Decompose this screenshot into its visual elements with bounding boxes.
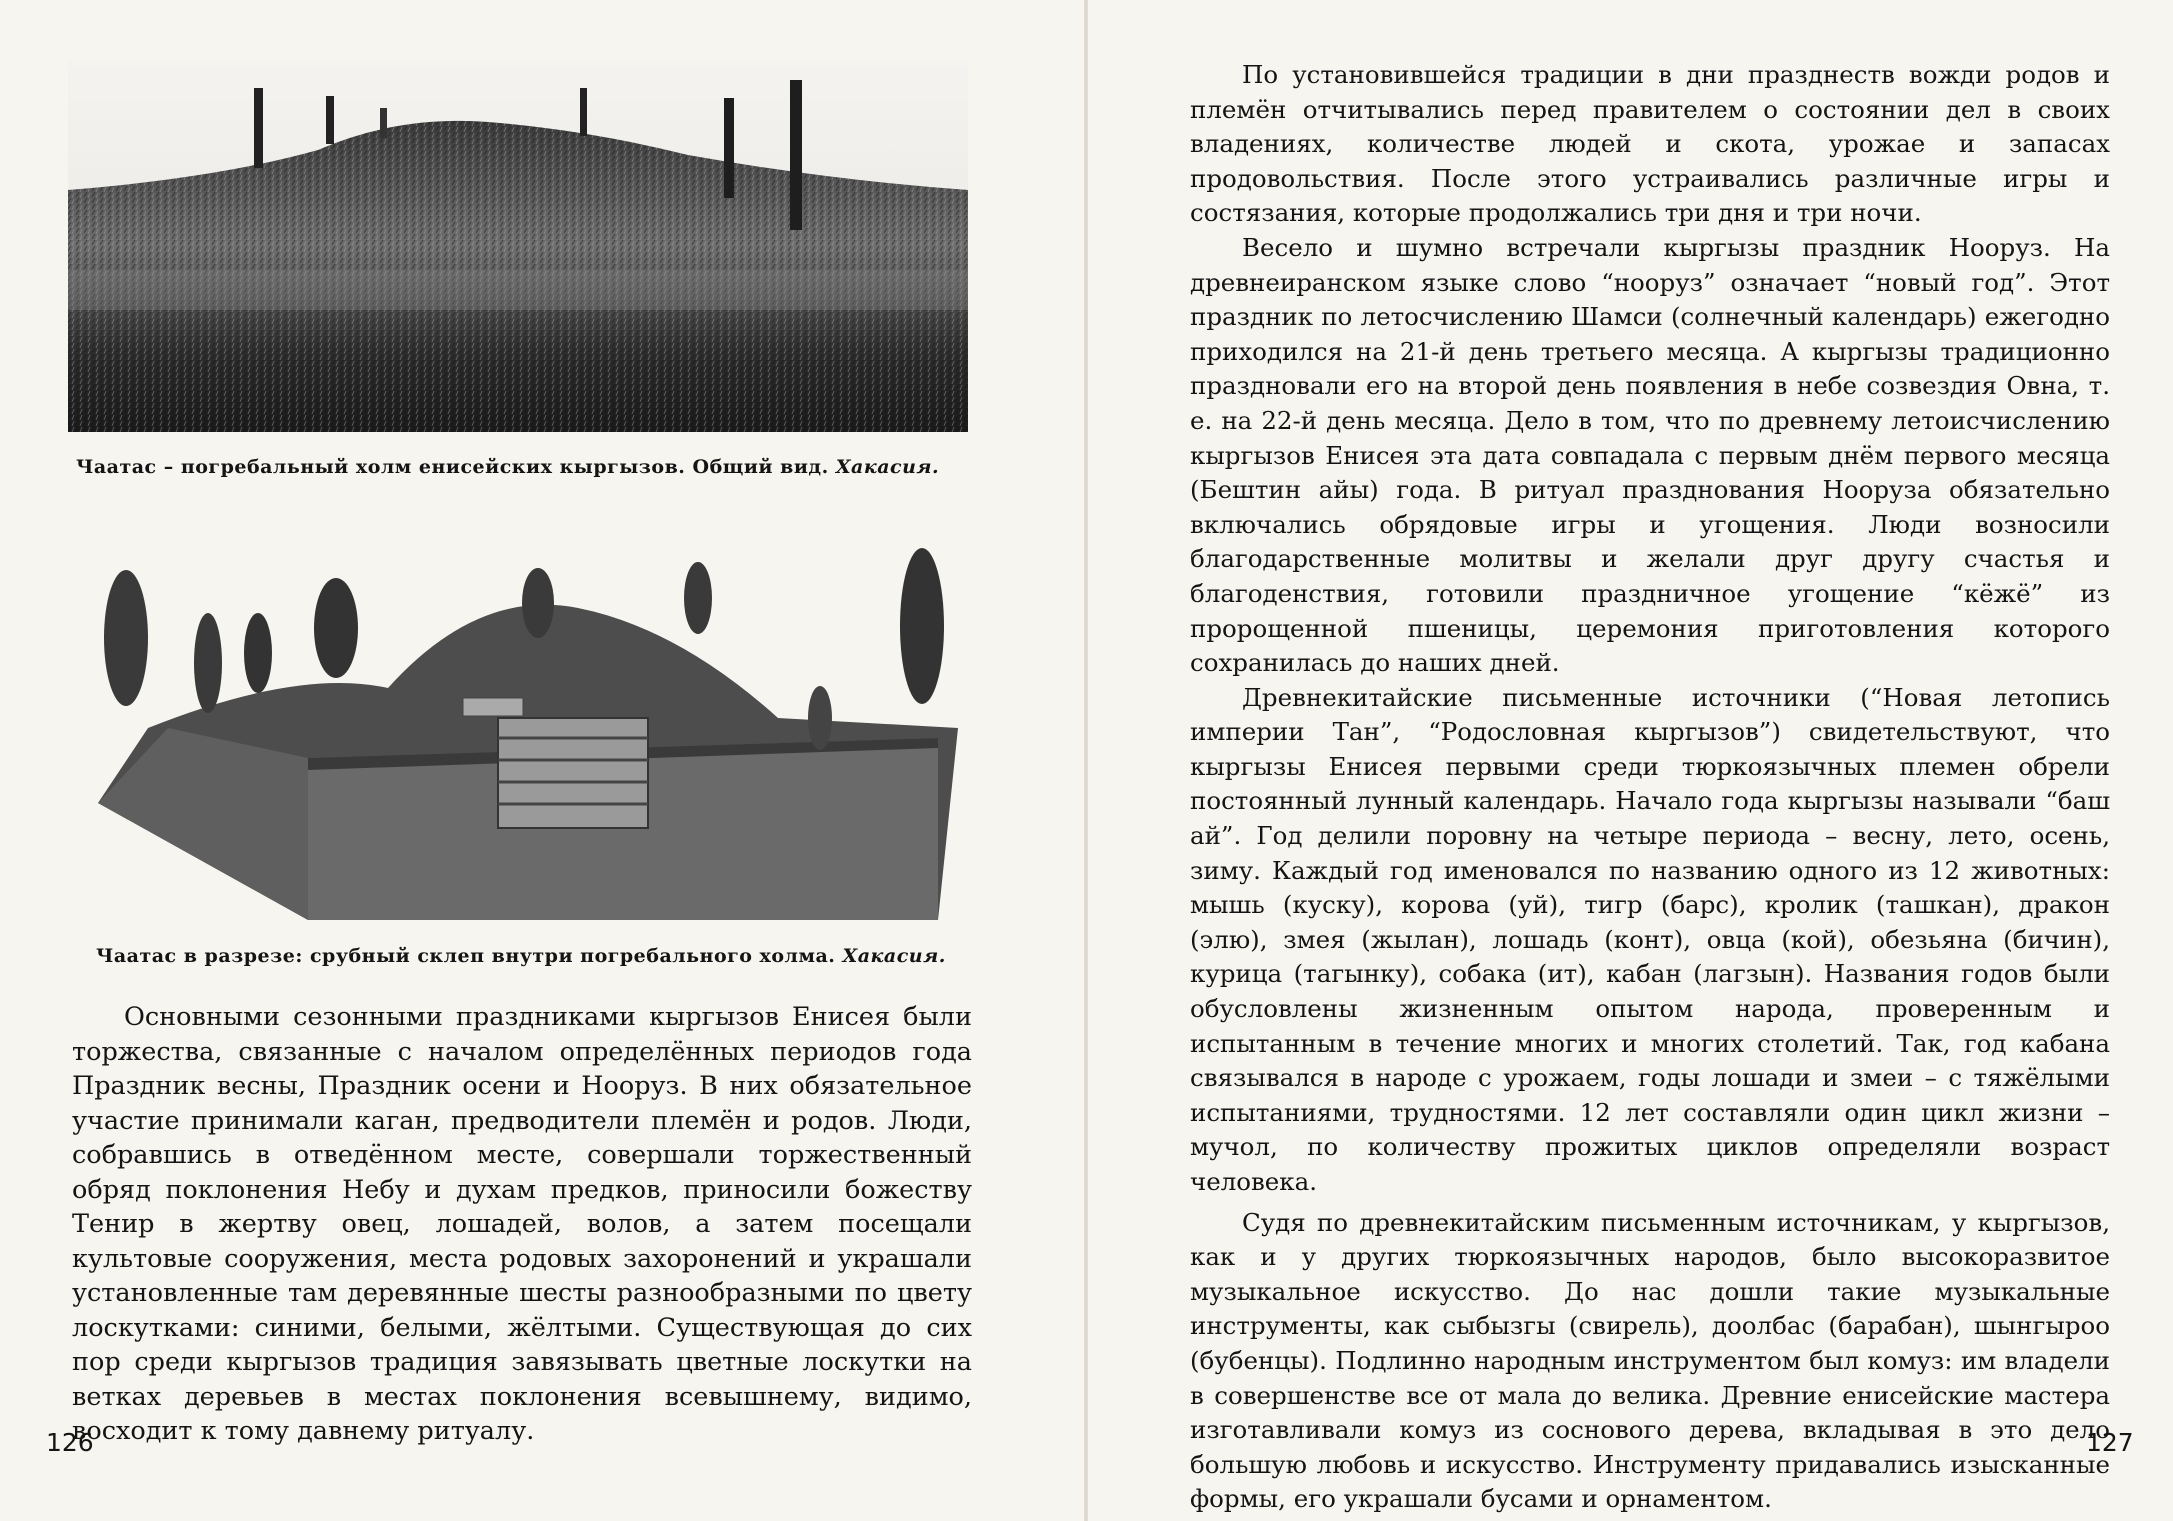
right-paragraph-1: По установившейся традиции в дни празднеств вожди родов и племён отчитывались перед правителем о состоянии дел в своих владениях, количестве людей и скота, урожае и запасах продовольствия. После этого устраивались различные игры и состязания, которые продолжались три дня и три ночи. <box>1190 60 2110 228</box>
right-body-text <box>1190 58 2110 1517</box>
right-page <box>1086 0 2173 1521</box>
mound-photo <box>68 60 968 432</box>
page-number-right: 127 <box>2086 1428 2134 1457</box>
photo1-caption: Чаатас – погребальный холм енисейских кыргызов. Общий вид. Хакасия. <box>76 456 940 478</box>
photo2-caption: Чаатас в разрезе: срубный склеп внутри погребального холма. Хакасия. <box>96 945 946 967</box>
right-paragraph-2: Весело и шумно встречали кыргызы праздник Нооруз. На древнеиранском языке слово “нооруз” означает “новый год”. Этот праздник по летосчислению Шамси (солнечный календарь) ежегодно приходился на 21-й день третьего месяца. А кыргызы традиционно праздновали его на второй день появления в небе созвездия Овна, т. е. на 22-й день месяца. Дело в том, что по древнему летоисчислению кыргызов Енисея эта дата совпадала с первым днём первого месяца (Бештин айы) года. В ритуал празднования Нооруза обязательно включались обрядовые игры и угощения. Люди возносили благодарственные молитвы и желали друг другу счастья и благоденствия, готовили праздничное угощение “кёжё” из пророщенной пшеницы, церемония приготовления которого сохранилась до наших дней. <box>1190 232 2110 678</box>
left-page <box>0 0 1086 1521</box>
page-number-left: 126 <box>46 1428 94 1457</box>
right-paragraph-3: Древнекитайские письменные источники (“Новая летопись империи Тан”, “Родословная кыргызов”) свидетельствуют, что кыргызы Енисея первыми среди тюркоязычных племен обрели постоянный лунный календарь. Начало года кыргызы называли “баш ай”. Год делили поровну на четыре периода – весну, лето, осень, зиму. Каждый год именовался по названию одного из 12 животных: мышь (куску), корова (уй), тигр (барс), кролик (ташкан), дракон (элю), змея (жылан), лошадь (конт), овца (кой), обезьяна (бичин), курица (тагынку), собака (ит), кабан (лагзын). Названия годов были обусловлены жизненным опытом народа, проверенным и испытанным в течение многих и многих столетий. Так, год кабана связывался в народе с урожаем, годы лошади и змеи – с тяжёлыми испытаниями, трудностями. 12 лет составляли один цикл жизни – мучол, по количеству прожитых циклов определяли возраст человека. <box>1190 682 2110 1196</box>
left-paragraph: Основными сезонными праздниками кыргызов Енисея были торжества, связанные с началом определённых периодов года Праздник весны, Праздник осени и Нооруз. В них обязательное участие принимали каган, предводители племён и родов. Люди, собравшись в отведённом месте, совершали торжественный обряд поклонения Небу и духам предков, приносили божеству Тенир в жертву овец, лошадей, волов, а затем посещали культовые сооружения, места родовых захоронений и украшали установленные там деревянные шесты разнообразными по цвету лоскутками: синими, белыми, жёлтыми. Существующая до сих пор среди кыргызов традиция завязывать цветные лоскутки на ветках деревьев в местах поклонения всевышнему, видимо, восходит к тому давнему ритуалу. <box>72 1002 972 1446</box>
right-paragraph-4: Судя по древнекитайским письменным источникам, у кыргызов, как и у других тюркоязычных народов, было высокоразвитое музыкальное искусство. До нас дошли такие музыкальные инструменты, как сыбызгы (свирель), доолбас (барабан), шынгырoo (бубенцы). Подлинно народным инструментом был комуз: им владели в совершенстве все от мала до велика. Древние енисейские мастера изготавливали комуз из соснового дерева, вкладывая в это дело большую любовь и искусство. Инструменту придавались изысканные формы, его украшали бусами и орнаментом. <box>1190 1207 2110 1514</box>
mound-cross-section-photo <box>58 548 968 920</box>
left-body-text <box>72 1000 972 1449</box>
